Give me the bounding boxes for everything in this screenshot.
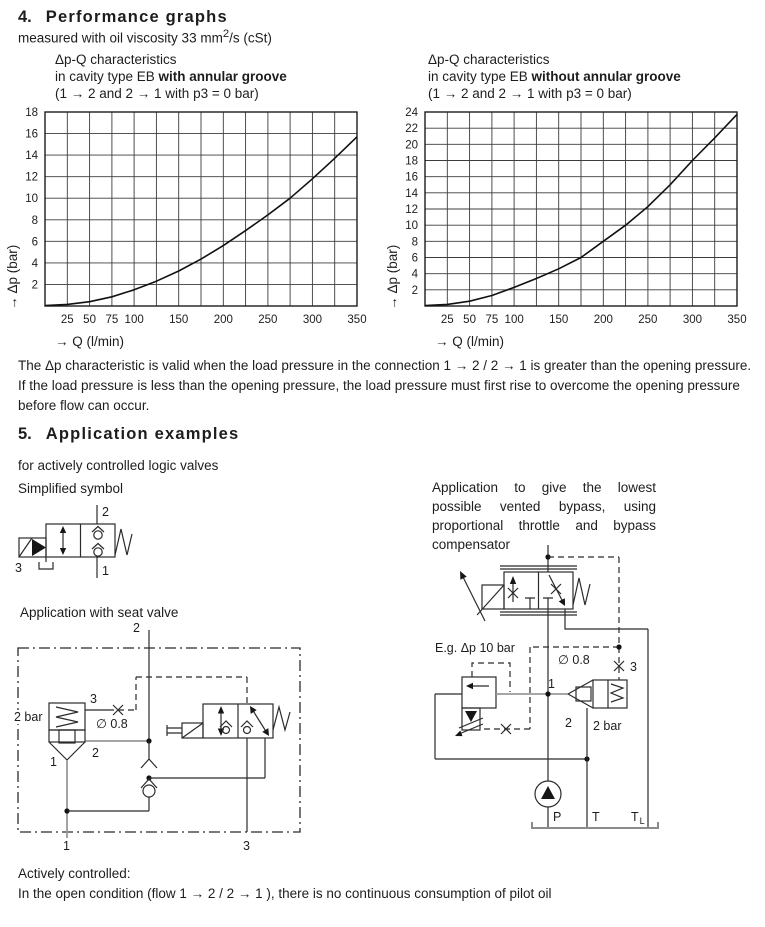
pressure-label: 2 bar <box>593 719 622 733</box>
section4-title: Performance graphs <box>45 8 228 26</box>
x-tick-label: 50 <box>83 314 96 326</box>
chart1-title-line2-normal: in cavity type EB <box>55 69 159 84</box>
y-tick-label: 20 <box>405 139 418 152</box>
x-tick-label: 250 <box>638 314 658 326</box>
throttle-cross-icon <box>551 584 561 594</box>
y-tick-label: 18 <box>405 155 418 168</box>
y-tick-label: 4 <box>31 257 38 270</box>
chart2-title-line1: Δp-Q characteristics <box>428 52 550 67</box>
simplified-symbol-diagram <box>8 498 183 593</box>
section4-heading <box>18 8 228 27</box>
x-tick-label: 200 <box>213 314 233 326</box>
check-valve-symbols <box>92 527 104 557</box>
pilot-port3-label: 3 <box>90 692 97 706</box>
pump-icon <box>535 781 561 807</box>
spring-icon <box>115 529 132 555</box>
y-tick-label: 22 <box>405 123 418 136</box>
flow-chevron-icon <box>141 759 157 768</box>
x-tick-label: 150 <box>169 314 189 326</box>
gridlines <box>45 112 357 306</box>
x-tick-label: 100 <box>504 314 524 326</box>
y-tick-label: 6 <box>31 236 38 249</box>
port2-label: 2 <box>565 716 572 730</box>
poppet-port1-label: 1 <box>50 755 57 769</box>
x-axis-label: → Q (l/min) <box>55 334 124 349</box>
example-label: E.g. Δp 10 bar <box>435 641 515 655</box>
bypass-application-text: Application to give the lowest possible vented bypass, using proportional throttle and bypass compensator <box>432 480 656 552</box>
dp-q-chart-with-groove <box>3 105 373 351</box>
chart1-title <box>55 51 385 102</box>
chart2-title-line3: (1 → 2 and 2 → 1 with p3 = 0 bar) <box>428 86 632 101</box>
port1-label: 1 <box>102 564 109 578</box>
gridlines <box>425 112 737 306</box>
x-tick-label: 350 <box>727 314 747 326</box>
y-tick-label: 10 <box>405 220 418 233</box>
y-axis-label: → Δp (bar) <box>385 244 400 310</box>
seat-valve-diagram <box>10 618 330 858</box>
port2-label: 2 <box>102 505 109 519</box>
section5-intro: for actively controlled logic valves <box>18 458 219 473</box>
spring-icon <box>611 684 623 702</box>
x-axis-label: → Q (l/min) <box>435 334 504 349</box>
directional-valve <box>167 704 290 832</box>
x-tick-label: 100 <box>124 314 144 326</box>
x-tick-label: 50 <box>463 314 476 326</box>
x-tick-label: 300 <box>302 314 323 326</box>
bypass-compensator-diagram <box>425 545 760 865</box>
chart1-title-line2-bold: with annular groove <box>158 69 287 84</box>
pilot-actuator <box>19 538 46 557</box>
section5-number: 5. <box>18 425 32 443</box>
x-tick-label: 75 <box>105 314 119 326</box>
x-tick-label: 200 <box>593 314 613 326</box>
section4-number: 4. <box>18 8 32 26</box>
diagonal-flow-arrow <box>252 709 267 733</box>
chart2-title-line2 <box>428 68 758 85</box>
bypass-compensator <box>435 663 587 759</box>
section4-subtitle <box>18 28 272 46</box>
y-tick-label: 2 <box>31 279 38 292</box>
section5-title: Application examples <box>45 425 240 443</box>
chart2-title <box>428 51 758 102</box>
y-tick-label: 6 <box>411 252 418 265</box>
x-tick-label: 250 <box>258 314 278 326</box>
pump-port-label: P <box>553 810 562 824</box>
seat-valve-caption: Application with seat valve <box>20 605 179 620</box>
port3-label: 3 <box>630 660 637 674</box>
y-tick-label: 12 <box>25 171 38 184</box>
y-tick-label: 10 <box>25 193 38 206</box>
orifice-label: ∅ 0.8 <box>96 717 128 731</box>
bypass-return-line <box>565 609 648 827</box>
y-axis-label: → Δp (bar) <box>5 244 20 310</box>
dp-validity-paragraph: The Δp characteristic is valid when the load pressure in the connection 1 → 2 / 2 → 1 is greater than the opening pressure. If the load pressure is less than the opening pressure, the load pressure must first rise to overcome the opening pressure before flow can occur. <box>18 358 752 413</box>
footer-title: Actively controlled: <box>18 866 131 881</box>
y-tick-label: 4 <box>411 268 418 281</box>
y-tick-label: 14 <box>25 150 38 163</box>
y-tick-label: 8 <box>31 214 38 227</box>
port3-label: 3 <box>15 561 22 575</box>
y-tick-label: 12 <box>405 204 418 216</box>
blocked-port-icon <box>543 598 553 609</box>
left-cell-double-arrow <box>60 526 66 555</box>
chart1-title-line1: Δp-Q characteristics <box>55 52 177 67</box>
y-tick-label: 2 <box>411 284 418 297</box>
dp-q-chart-without-groove <box>383 105 753 351</box>
spring-icon <box>56 707 78 727</box>
x-tick-label: 300 <box>682 314 703 326</box>
y-tick-label: 8 <box>411 236 418 249</box>
poppet-port2-label: 2 <box>92 746 99 760</box>
chart2-title-line2-normal: in cavity type EB <box>428 69 532 84</box>
pilot-lines <box>85 677 247 715</box>
logic-valve-poppet <box>568 680 627 708</box>
port2-top-label: 2 <box>133 621 140 635</box>
x-tick-label: 350 <box>347 314 367 326</box>
simplified-symbol-caption: Simplified symbol <box>18 481 124 496</box>
y-tick-label: 18 <box>25 107 38 119</box>
section5-heading <box>18 425 239 444</box>
port1-label: 1 <box>548 677 555 691</box>
x-tick-label: 25 <box>440 314 454 326</box>
chart1-title-line2 <box>55 68 385 85</box>
pressure-label: 2 bar <box>14 710 43 724</box>
orifice-label: ∅ 0.8 <box>558 653 590 667</box>
spring-icon <box>273 707 290 730</box>
tank-symbol <box>39 557 53 569</box>
chart1-title-line3: (1 → 2 and 2 → 1 with p3 = 0 bar) <box>55 86 259 101</box>
proportional-throttle-valve <box>460 566 590 621</box>
blocked-port-icon <box>525 598 535 609</box>
manifold-boundary <box>18 648 300 832</box>
bottom-port3-label: 3 <box>243 839 250 853</box>
y-tick-label: 24 <box>405 107 418 119</box>
load-tank-port-label: TL <box>631 810 645 826</box>
junction-dot <box>545 691 550 696</box>
tank-port-label: T <box>592 810 600 824</box>
chart2-title-line2-bold: without annular groove <box>531 69 681 84</box>
bottom-port1-label: 1 <box>63 839 70 853</box>
y-tick-label: 16 <box>405 171 418 184</box>
subtitle-prefix: measured with oil viscosity 33 mm <box>18 30 223 46</box>
check-ball-icon <box>143 785 155 797</box>
x-tick-label: 150 <box>549 314 569 326</box>
y-tick-label: 16 <box>25 128 38 141</box>
pilot-pressure-icon <box>167 725 182 736</box>
x-tick-label: 25 <box>60 314 74 326</box>
subtitle-superscript: 2 <box>222 28 230 40</box>
spring-icon <box>573 578 590 605</box>
footer-body: In the open condition (flow 1 → 2 / 2 → 1 ), there is no continuous consumption of pilot oil <box>18 886 552 901</box>
x-tick-label: 75 <box>485 314 499 326</box>
y-tick-label: 14 <box>405 187 418 200</box>
subtitle-suffix: /s (cSt) <box>229 30 272 46</box>
